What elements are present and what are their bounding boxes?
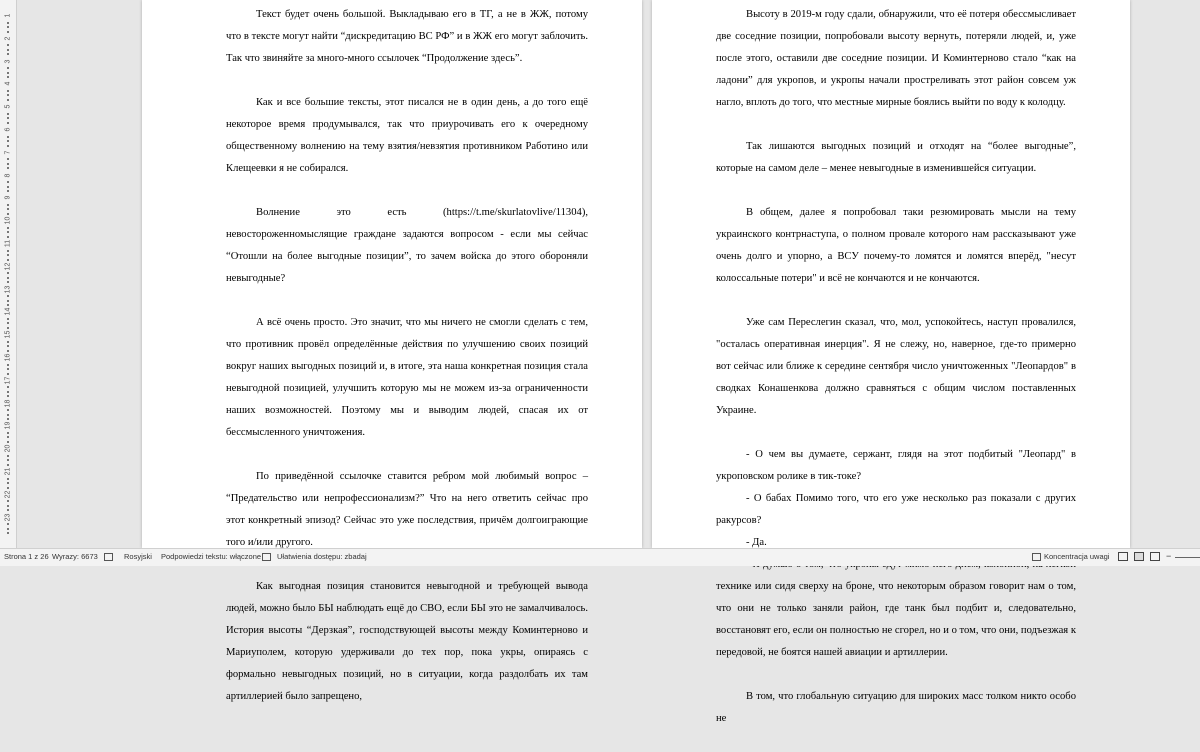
ruler-tick	[7, 44, 9, 46]
ruler-number: 11	[4, 239, 12, 248]
zoom-slider[interactable]	[1175, 557, 1200, 558]
ruler-tick	[7, 22, 9, 24]
ruler-tick	[7, 364, 9, 366]
ruler-tick	[7, 163, 9, 165]
ruler-tick	[7, 208, 9, 210]
ruler-tick	[7, 117, 9, 119]
page-count[interactable]: Strona 1 z 26	[4, 552, 49, 561]
ruler-tick	[7, 409, 9, 411]
ruler-tick	[7, 67, 9, 69]
ruler-tick	[7, 277, 9, 279]
ruler-number: 3	[4, 59, 12, 64]
ruler-number: 19	[4, 422, 12, 430]
ruler-tick	[7, 227, 9, 229]
paragraph[interactable]: Высоту в 2019-м году сдали, обнаружили, что её потеря обессмысливает две соседние позиции, попробовали высоту вернуть, потеряли людей, и, уже после этого, оставили две соседние позиции. И Коминтерново стало “как на ладони” для укропов, и укропы начали простреливать этот район совсем уж нагло, вплоть до того, что местные мирные боялись выйти по воду к колодцу.	[716, 9, 1076, 108]
language-indicator[interactable]: Rosyjski	[124, 552, 152, 561]
ruler-tick	[7, 158, 9, 160]
status-bar	[0, 548, 1200, 566]
ruler-tick	[7, 186, 9, 188]
dialogue-line[interactable]: - Да.	[746, 537, 767, 548]
ruler-number: 1	[4, 13, 12, 18]
ruler-tick	[7, 528, 9, 530]
ruler-tick	[7, 478, 9, 480]
ruler-tick	[7, 250, 9, 252]
accessibility-status[interactable]: Ułatwienia dostępu: zbadaj	[277, 552, 367, 561]
ruler-tick	[7, 272, 9, 274]
ruler-tick	[7, 254, 9, 256]
dialogue-line[interactable]: технике или сидя сверху на броне, что некоторым образом говорит нам о том, что они не только заняли район, где танк был подбит и, следовательно, восстановят его, если он полностью не сгорел, но и о том, что они, подъезжая к передовой, не боятся нашей авиации и артиллерии.	[716, 581, 1076, 658]
ruler-tick	[7, 295, 9, 297]
ruler-number: 2	[4, 36, 12, 41]
ruler-number: 20	[4, 444, 12, 453]
ruler-tick	[7, 181, 9, 183]
ruler-tick	[7, 523, 9, 525]
page-1-body[interactable]	[226, 4, 588, 730]
dialogue-line[interactable]: - О бабах Помимо того, что его уже несколько раз показали с других ракурсов?	[716, 493, 1076, 526]
paragraph[interactable]: В том, что глобальную ситуацию для широких масс толком никто особо не	[716, 691, 1076, 724]
focus-mode-button[interactable]: Koncentracja uwagi	[1044, 552, 1110, 561]
ruler-number: 18	[4, 399, 12, 407]
ruler-number: 21	[4, 467, 12, 476]
ruler-tick	[7, 386, 9, 388]
ruler-tick	[7, 72, 9, 74]
ruler-tick	[7, 140, 9, 142]
ruler-number: 4	[4, 81, 12, 86]
ruler-tick	[7, 341, 9, 343]
ruler-number: 10	[4, 216, 12, 225]
ruler-number: 17	[4, 376, 12, 385]
page-2-body[interactable]	[716, 4, 1076, 752]
ruler-number: 12	[4, 262, 12, 271]
ruler-tick	[7, 532, 9, 534]
focus-icon[interactable]	[1032, 552, 1044, 561]
ruler-tick	[7, 49, 9, 51]
ruler-tick	[7, 300, 9, 302]
zoom-out-icon[interactable]: −	[1166, 551, 1172, 561]
ruler-number: 7	[4, 150, 12, 155]
vertical-ruler[interactable]	[0, 0, 17, 548]
ruler-number: 13	[4, 285, 12, 293]
ruler-tick	[7, 113, 9, 115]
ruler-tick	[7, 505, 9, 507]
dialogue-line[interactable]: - О чем вы думаете, сержант, глядя на этот подбитый "Леопард" в укроповском ролике в тик-токе?	[716, 449, 1076, 482]
ruler-number: 5	[4, 104, 12, 109]
ruler-number: 8	[4, 173, 12, 178]
ruler-tick	[7, 436, 9, 438]
ruler-tick	[7, 459, 9, 461]
ruler-number: 22	[4, 490, 12, 499]
ruler-number: 9	[4, 195, 12, 200]
ruler-tick	[7, 90, 9, 92]
ruler-tick	[7, 94, 9, 96]
ruler-tick	[7, 455, 9, 457]
ruler-tick	[7, 136, 9, 138]
ruler-number: 14	[4, 308, 12, 316]
paragraph[interactable]: По приведённой ссылочке ставится ребром мой любимый вопрос – “Предательство или непрофессионализм?” Что на него ответить сейчас про этот конкретный эпизод? Сейчас это уже последствия, причём долгоиграющие того и/или другого.	[226, 471, 588, 548]
paragraph[interactable]: Так лишаются выгодных позиций и отходят на “более выгодные”, которые на самом деле – менее невыгодные в изменившейся ситуации.	[716, 141, 1076, 174]
ruler-number: 15	[4, 330, 12, 339]
word-count[interactable]: Wyrazy: 6673	[52, 552, 98, 561]
ruler-number: 23	[4, 513, 12, 521]
accessibility-icon[interactable]	[262, 552, 274, 561]
ruler-tick	[7, 204, 9, 206]
ruler-tick	[7, 414, 9, 416]
text-predictions-status[interactable]: Podpowiedzi tekstu: włączone	[161, 552, 262, 561]
paragraph[interactable]: А всё очень просто. Это значит, что мы ничего не смогли сделать с тем, что противник провёл определённые действия по улучшению своих позиций вокруг наших выгодных позиций и, в итоге, эта наша конкретная позиция стала невыгодной позицией, улучшить которую мы не можем из-за ограниченности наших возможностей. Поэтому мы и выводим людей, спасая их от бессмысленного уничтожения.	[226, 317, 588, 438]
paragraph[interactable]: Как и все большие тексты, этот писался не в один день, а до того ещё некоторое время продумывался, так что приурочивать его к очередному общественному волнению на тему взятия/невзятия противником Работино или Клещеевки я не собирался.	[226, 97, 588, 174]
ruler-tick	[7, 26, 9, 28]
paragraph[interactable]: Текст будет очень большой. Выкладываю его в ТГ, а не в ЖЖ, потому что в тексте могут найти “дискредитацию ВС РФ” и в ЖЖ его могут заблочить. Так что звиняйте за много-много ссылочек “Продолжение здесь”.	[226, 9, 588, 64]
ruler-tick	[7, 345, 9, 347]
paragraph[interactable]: В общем, далее я попробовал таки резюмировать мысли на тему украинского контрнаступа, о полном провале которого нам рассказывают уже очень долго и упорно, а ВСУ почему-то ломятся и ломятся вперёд, "несут колоссальные потери" и всё не кончаются и не кончаются.	[716, 207, 1076, 284]
ruler-tick	[7, 500, 9, 502]
ruler-tick	[7, 322, 9, 324]
proofing-icon[interactable]	[104, 552, 116, 561]
ruler-number: 6	[4, 127, 12, 132]
print-layout-icon[interactable]	[1134, 552, 1144, 561]
web-layout-icon[interactable]	[1150, 552, 1160, 561]
read-mode-icon[interactable]	[1118, 552, 1128, 561]
ruler-tick	[7, 231, 9, 233]
paragraph[interactable]: Как выгодная позиция становится невыгодной и требующей вывода людей, можно было БЫ наблюдать ещё до СВО, если БЫ это не замалчивалось. История высоты “Дерзкая”, господствующей высоты между Коминтерново и Мариуполем, которую удерживали до тех пор, пока укры, опираясь с формально невыгодных позиций, но в ситуации, когда раздолбать их там артиллерией было запрещено,	[226, 581, 588, 702]
paragraph[interactable]: Уже сам Переслегин сказал, что, мол, успокойтесь, наступ провалился, "осталась оперативная инерция". Я не слежу, но, наверное, где-то примерно вот сейчас или ближе к середине сентября число уничтоженных "Леопардов" в сводках Конашенкова должно сравняться с общим числом поставленных Украине.	[716, 317, 1076, 416]
ruler-number: 16	[4, 353, 12, 362]
ruler-tick	[7, 482, 9, 484]
ruler-tick	[7, 391, 9, 393]
ruler-tick	[7, 368, 9, 370]
ruler-tick	[7, 432, 9, 434]
paragraph[interactable]: Волнение это есть (https://t.me/skurlatovlive/11304), невостороженномыслящие граждане задаются вопросом - если мы сейчас “Отошли на более выгодные позиции”, то зачем войска до этого обороняли невыгодные?	[226, 207, 588, 284]
ruler-tick	[7, 318, 9, 320]
